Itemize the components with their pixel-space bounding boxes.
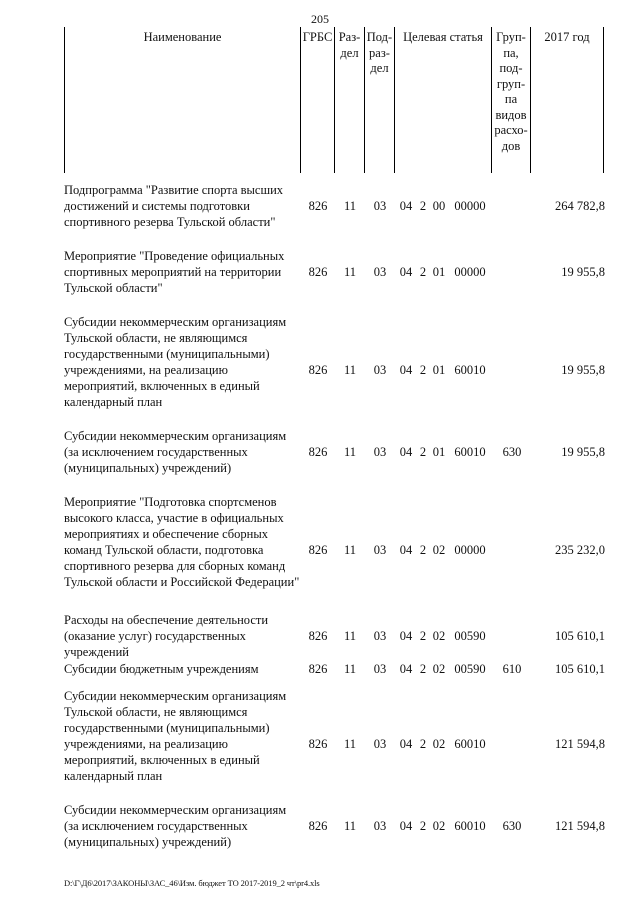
row-section: 11: [343, 737, 357, 751]
page-number: 205: [311, 12, 329, 26]
header-section: Раз- дел: [334, 27, 364, 173]
row-t4: 60010: [454, 819, 486, 833]
row-section: 11: [343, 662, 357, 676]
row-amount: 121 594,8: [555, 737, 605, 751]
row-subsection: 03: [373, 629, 387, 643]
row-subsection: 03: [373, 543, 387, 557]
row-group: 630: [502, 819, 522, 833]
row-t3: 02: [432, 819, 446, 833]
row-amount: 19 955,8: [561, 265, 605, 279]
row-amount: 264 782,8: [555, 199, 605, 213]
row-name: Расходы на обеспечение деятельности (оказание услуг) государственных учреждений: [64, 613, 269, 659]
row-t1: 04: [399, 265, 413, 279]
row-section: 11: [343, 543, 357, 557]
row-t2: 2: [419, 363, 427, 377]
row-section: 11: [343, 265, 357, 279]
row-grbs: 826: [308, 737, 328, 751]
row-subsection: 03: [373, 199, 387, 213]
row-group: 630: [502, 445, 522, 459]
row-amount: 19 955,8: [561, 445, 605, 459]
row-t2: 2: [419, 543, 427, 557]
row-t1: 04: [399, 199, 413, 213]
row-name: Мероприятие "Проведение официальных спортивных мероприятий на территории Тульской области": [64, 249, 285, 295]
row-name: Подпрограмма "Развитие спорта высших достижений и системы подготовки спортивного резерва Тульской области": [64, 183, 284, 229]
row-t3: 01: [432, 265, 446, 279]
row-t2: 2: [419, 662, 427, 676]
row-amount: 235 232,0: [555, 543, 605, 557]
row-grbs: 826: [308, 363, 328, 377]
row-t4: 00590: [454, 662, 486, 676]
header-target: Целевая статья: [394, 27, 491, 173]
row-t4: 00000: [454, 543, 486, 557]
row-t3: 01: [432, 363, 446, 377]
row-t4: 00000: [454, 199, 486, 213]
row-section: 11: [343, 363, 357, 377]
row-grbs: 826: [308, 265, 328, 279]
row-amount: 105 610,1: [555, 662, 605, 676]
row-name: Мероприятие "Подготовка спортсменов высокого класса, участие в официальных мероприятиях и обеспечение сборных команд Тульской области, подготовка спортивного резерва для сборных команд Тульской области и Российской Федерации": [64, 495, 300, 589]
row-t2: 2: [419, 819, 427, 833]
header-year: 2017 год: [530, 27, 604, 173]
row-t1: 04: [399, 737, 413, 751]
row-t3: 02: [432, 543, 446, 557]
row-grbs: 826: [308, 662, 328, 676]
row-section: 11: [343, 819, 357, 833]
row-subsection: 03: [373, 819, 387, 833]
header-group: Груп- па, под- груп- па видов расхо- дов: [491, 27, 530, 173]
row-subsection: 03: [373, 445, 387, 459]
row-section: 11: [343, 199, 357, 213]
row-t1: 04: [399, 543, 413, 557]
row-grbs: 826: [308, 445, 328, 459]
row-t1: 04: [399, 819, 413, 833]
row-name: Субсидии некоммерческим организациям (за исключением государственных (муниципальных) учреждений): [64, 429, 287, 475]
row-name: Субсидии некоммерческим организациям Тульской области, не являющимся государственными (муниципальными) учреждениями, на реализацию мероприятий, включенных в единый календарный план: [64, 315, 287, 409]
row-grbs: 826: [308, 199, 328, 213]
row-grbs: 826: [308, 819, 328, 833]
row-section: 11: [343, 445, 357, 459]
row-t3: 01: [432, 445, 446, 459]
row-t2: 2: [419, 737, 427, 751]
row-t3: 02: [432, 737, 446, 751]
row-grbs: 826: [308, 629, 328, 643]
row-t2: 2: [419, 265, 427, 279]
row-subsection: 03: [373, 363, 387, 377]
row-t4: 60010: [454, 445, 486, 459]
row-subsection: 03: [373, 265, 387, 279]
row-t4: 00000: [454, 265, 486, 279]
row-amount: 105 610,1: [555, 629, 605, 643]
row-t4: 00590: [454, 629, 486, 643]
row-t4: 60010: [454, 363, 486, 377]
row-subsection: 03: [373, 737, 387, 751]
header-grbs: ГРБС: [300, 27, 334, 173]
header-name: Наименование: [64, 27, 300, 173]
row-t3: 02: [432, 662, 446, 676]
row-t1: 04: [399, 445, 413, 459]
row-t3: 00: [432, 199, 446, 213]
row-grbs: 826: [308, 543, 328, 557]
row-t2: 2: [419, 445, 427, 459]
row-t1: 04: [399, 363, 413, 377]
row-t2: 2: [419, 629, 427, 643]
row-t2: 2: [419, 199, 427, 213]
row-name: Субсидии некоммерческим организациям Тульской области, не являющимся государственными (муниципальными) учреждениями, на реализацию мероприятий, включенных в единый календарный план: [64, 689, 287, 783]
row-subsection: 03: [373, 662, 387, 676]
row-t4: 60010: [454, 737, 486, 751]
row-t1: 04: [399, 662, 413, 676]
row-amount: 121 594,8: [555, 819, 605, 833]
row-amount: 19 955,8: [561, 363, 605, 377]
row-name: Субсидии некоммерческим организациям (за исключением государственных (муниципальных) учреждений): [64, 803, 287, 849]
row-name: Субсидии бюджетным учреждениям: [64, 662, 259, 676]
row-section: 11: [343, 629, 357, 643]
row-t3: 02: [432, 629, 446, 643]
header-subsection: Под- раз- дел: [364, 27, 394, 173]
file-path-footer: D:\Г\Д6\2017\ЗАКОНЫ\ЗАС_46\Изм. бюджет ТО 2017-2019_2 чт\pr4.xls: [64, 878, 320, 888]
row-group: 610: [502, 662, 522, 676]
row-t1: 04: [399, 629, 413, 643]
